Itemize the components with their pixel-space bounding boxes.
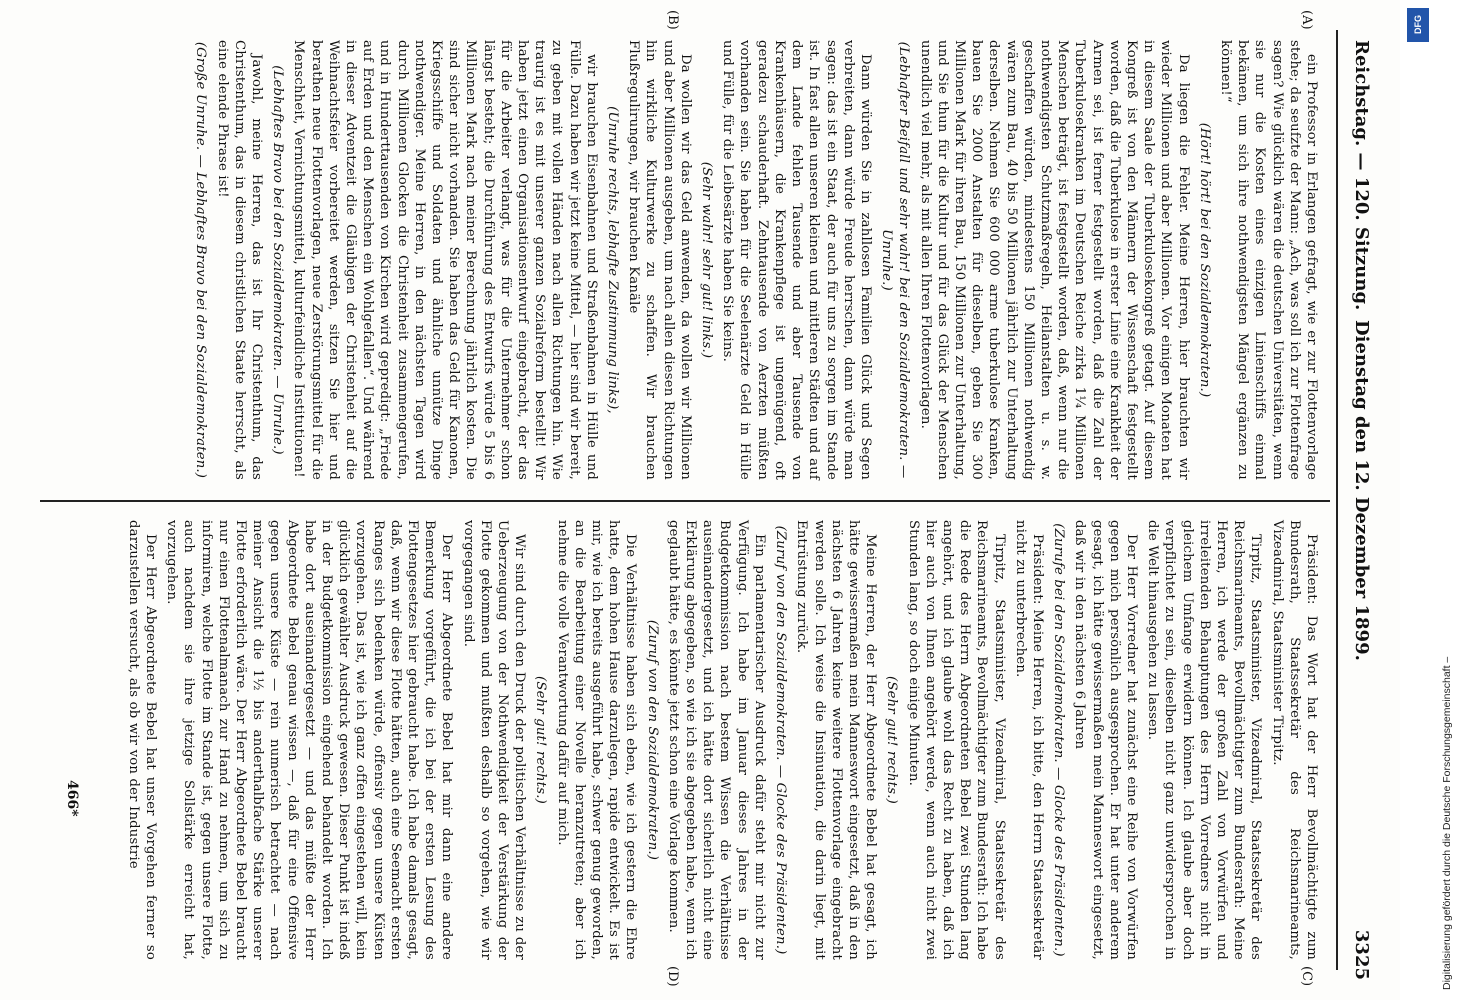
interjection: (Lebhafter Beifall und sehr wahr! bei den Sozialdemokraten. — Unruhe.) [879, 41, 912, 479]
dfg-logo: DFG [1407, 8, 1429, 42]
header-rule [1336, 30, 1338, 970]
interjection: (Große Unruhe. — Lebhaftes Bravo bei den Sozialdemokraten.) [193, 41, 209, 479]
paragraph: Da wollen wir das Geld anwenden, da wollen wir Millionen und aber Millionen ausgeben, um nach allen diesen Richtungen hin wirkliche Kulturwerke zu schaffen. Wir brauchen Flußregulirungen, wir brauchen Kanäle [626, 40, 693, 480]
interjection: (Sehr wahr! sehr gut! links.) [699, 161, 715, 359]
interjection: (Zuruf von den Sozialdemokraten.) [644, 619, 660, 861]
left-column [40, 40, 1320, 480]
page-header [1340, 20, 1380, 980]
paragraph: Tirpitz, Staatsminister, Vizeadmiral, Staatssekretär des Reichsmarineamts, Bevollmächtigter zum Bundesrath: Meine Herren, ich werde der großen Zahl von Vorwürfen und irreleitenden Behauptungen des Herrn Vorredners nicht in gleichem Umfange erwidern können. Ich glaube aber doch verpflichtet zu sein, dieselben nicht ganz unwidersprochen in die Welt hinausgehen zu lassen. [1145, 520, 1264, 960]
paragraph: Dann würden Sie in zahllosen Familien Glück und Segen verbreiten, dann würde Freude herrschen, dann würde man sagen: das ist ein Staat, der auch für uns zu sorgen im Stande ist. In fast allen unseren kleinen und mittleren Städten und auf dem Lande fehlen Tausende und aber Tausende von Krankenhäusern, die Krankenpflege ist ungenügend, oft geradezu schauderhaft. Zehntausende von Aerzten müßten vorhanden sein. Sie haben für die Seelenärzte Geld in Hülle und Fülle, für die Leibesärzte haben Sie keins. [720, 40, 873, 480]
paragraph: ein Professor in Erlangen gefragt, wie er zur Flottenvorlage stehe; da seufzte der Mann: „Ach, was soll ich zur Flottenfrage sagen? Wie glücklich wären die deutschen Universitäten, wenn sie nur die Kosten eines einzigen Linienschiffs einmal bekämen, um sich ihre nothwendigsten Mängel ergänzen zu können!“ [1217, 40, 1319, 480]
margin-marker-a: (A) [1299, 10, 1314, 30]
paragraph: Der Herr Abgeordnete Bebel hat unser Vorgehen ferner so darzustellen versucht, als ob wir von der Industrie [125, 520, 158, 960]
interjection: (Sehr gut! rechts.) [884, 676, 900, 804]
paragraph: Die Verhältnisse haben sich eben, wie ich gestern die Ehre hatte, dem hohen Hause darzulegen, rapide entwickelt. Es ist mir, wie ich bereits ausgeführt habe, schwer genug geworden, an die Bearbeitung einer Novelle heranzutreten; aber ich nehme die volle Verantwortung dafür auf mich. [554, 520, 639, 960]
interjection: (Unruhe rechts, lebhafte Zustimmung links), [605, 106, 621, 414]
margin-marker-b: (B) [665, 10, 680, 30]
paragraph: Der Herr Vorredner hat zunächst eine Reihe von Vorwürfen gegen mich persönlich ausgesprochen. Er hat unter anderem gesagt, ich hätte gewissermaßen mein Manneswort eingesetzt, daß wir in den nächsten 6 Jahren [1072, 520, 1139, 960]
margin-marker-d: (D) [665, 966, 680, 987]
digitization-note: Digitalisierung gefördert durch die Deutsche Forschungsgemeinschaft – [1441, 656, 1453, 990]
paragraph: Jawohl, meine Herren, das ist Ihr Christenthum, das Christenthum, das in diesem christlichen Staate herrscht, als eine elende Phrase ist! [214, 40, 265, 480]
interjection: (Hört! hört! bei den Sozialdemokraten.) [1196, 122, 1212, 398]
interjection: (Lebhaftes Bravo bei den Sozialdemokraten. — Unruhe.) [270, 65, 286, 455]
interjection: (Sehr gut! rechts.) [533, 676, 549, 804]
interjection: (Zuruf von den Sozialdemokraten. — Glocke des Präsidenten.) [773, 525, 789, 955]
paragraph: Wir sind durch den Druck der politischen Verhältnisse zu der Ueberzeugung von der Nothwendigkeit der Verstärkung der Flotte gekommen und mußten deshalb so vorgehen, wie wir vorgegangen sind. [460, 520, 528, 960]
column-divider [40, 500, 1330, 502]
paragraph: Meine Herren, der Herr Abgeordnete Bebel hat gesagt, ich hätte gewissermaßen mein Manneswort eingesetzt, daß in den nächsten 6 Jahren keine weitere Flottenvorlage eingebracht werden solle. Ich weise die Insinuation, die darin liegt, mit Entrüstung zurück. [794, 520, 879, 960]
paragraph: Ein parlamentarischer Ausdruck dafür steht mir nicht zur Verfügung. Ich habe im Januar dieses Jahres in der Budgetkommission nach bestem Wissen die Verhältnisse auseinandergesetzt, und ich hätte dort sicherlich nicht eine Erklärung abgegeben, so wie ich sie abgegeben habe, wenn ich geglaubt hätte, es könnte jetzt schon eine Vorlage kommen. [665, 520, 767, 960]
paragraph: Da liegen die Fehler. Meine Herren, hier brauchten wir wieder Millionen und aber Millionen. Vor einigen Monaten hat in diesem Saale der Tuberkulosekongreß getagt. Auf diesem Kongreß ist von den Männern der Wissenschaft festgestellt worden, daß die Tuberkulose in erster Linie eine Krankheit der Armen sei, ist ferner festgestellt worden, daß die Zahl der Tuberkulosekranken im Deutschen Reiche zirka 1¼ Millionen Menschen beträgt, ist festgestellt worden, daß, wenn nur die nothwendigsten Schutzmaßregeln, Heilanstalten u. s. w. geschaffen würden, mindestens 150 Millionen nothwendig wären zum Bau, 40 bis 50 Millionen jährlich zur Unterhaltung derselben. Nehmen Sie 600 000 arme tuberkulose Kranken, bauen Sie 2000 Anstalten für dieselben, geben Sie 300 Millionen Mark für ihren Bau, 150 Millionen zur Unterhaltung, und Sie thun für die Kultur und für das Glück der Menschen unendlich viel mehr, als mit allen Ihren Flottenvorlagen. [917, 40, 1191, 480]
right-column [40, 520, 1320, 960]
paragraph: Der Herr Abgeordnete Bebel hat mir dann eine andere Bemerkung vorgeführt, die ich bei der ersten Lesung des Flottengesetzes hier gebraucht habe. Ich habe damals gesagt, daß, wenn wir diese Flotte hätten, auch eine Seemacht ersten Ranges sich bedenken würde, offensiv gegen unsere Küsten vorzugehen. Das ist, wie ich ganz offen eingestehen will, kein glücklich gewählter Ausdruck gewesen. Dieser Punkt ist indeß in der Budgetkommission eingehend behandelt worden. Ich habe dort auseinandergesetzt — und das müßte der Herr Abgeordnete Bebel genau wissen —, daß für eine Offensive gegen unsere Küste — rein numerisch betrachtet — nach meiner Ansicht die 1½ bis anderthalbfache Stärke unserer Flotte erforderlich wäre. Der Herr Abgeordnete Bebel braucht nur einen Flottenalmanach zur Hand zu nehmen, um sich zu informiren, welche Flotte im Stande ist, gegen unsere Flotte, auch nachdem sie ihre jetzige Sollstärke erreicht hat, vorzugehen. [164, 520, 455, 960]
header-page-number: 3325 [1351, 929, 1372, 980]
header-session: Reichstag. — 120. Sitzung. [1351, 40, 1372, 311]
paragraph: Tirpitz, Staatsminister, Vizeadmiral, Staatssekretär des Reichsmarineamts, Bevollmächtigter zum Bundesrath: Ich habe die Rede des Herrn Abgeordneten Bebel zwei Stunden lang angehört, und ich glaube wohl das Recht zu haben, daß ich hier auch von Ihnen angehört werde, wenn auch nicht zwei Stunden lang, so doch einige Minuten. [905, 520, 1007, 960]
paragraph: Präsident: Meine Herren, ich bitte, den Herrn Staatssekretär nicht zu unterbrechen. [1012, 520, 1045, 960]
margin-marker-c: (C) [1299, 966, 1314, 987]
paragraph: wir brauchen Eisenbahnen und Straßenbahnen in Hülle und Fülle. Dazu haben wir jetzt keine Mittel, — hier sind wir bereit, zu geben mit vollen Händen nach allen Richtungen hin. Wie traurig ist es mit unserer ganzen Sozialreform bestellt! Wir haben jetzt einen Organisationsentwurf eingebracht, der das für die Arbeiter verlangt, was für die Unternehmer schon längst besteht; die Durchführung des Entwurfs würde 5 bis 6 Millionen Mark nach meiner Berechnung jährlich kosten. Die sind sicher nicht vorhanden. Sie haben das Geld für Kanonen, Kriegsschiffe und Soldaten und ähnliche unnütze Dinge nothwendiger. Meine Herren, in den nächsten Tagen wird durch Millionen Glocken die Christenheit zusammengerufen, und in Hunderttausenden von Kirchen wird gepredigt: „Friede auf Erden und den Menschen ein Wohlgefallen“. Und während in dieser Adventzeit die Gläubigen der Christenheit auf die Weihnachtsfeier vorbereitet werden, sitzen Sie hier und berathen neue Flottenvorlagen, neue Zerstörungsmittel für die Menschheit, Vernichtungsmittel, kulturfeindliche Institutionen! [291, 40, 599, 480]
signature-mark: 466* [64, 780, 80, 817]
digitization-sidebar [1400, 0, 1453, 1000]
paragraph: Präsident: Das Wort hat der Herr Bevollmächtigte zum Bundesrath, Staatssekretär des Reichsmarineamts, Vizeadmiral, Staatsminister Tirpitz. [1269, 520, 1319, 960]
header-date: Dienstag den 12. Dezember 1899. [1351, 320, 1372, 661]
interjection: (Zurufe bei den Sozialdemokraten. — Glocke des Präsidenten.) [1051, 523, 1067, 957]
